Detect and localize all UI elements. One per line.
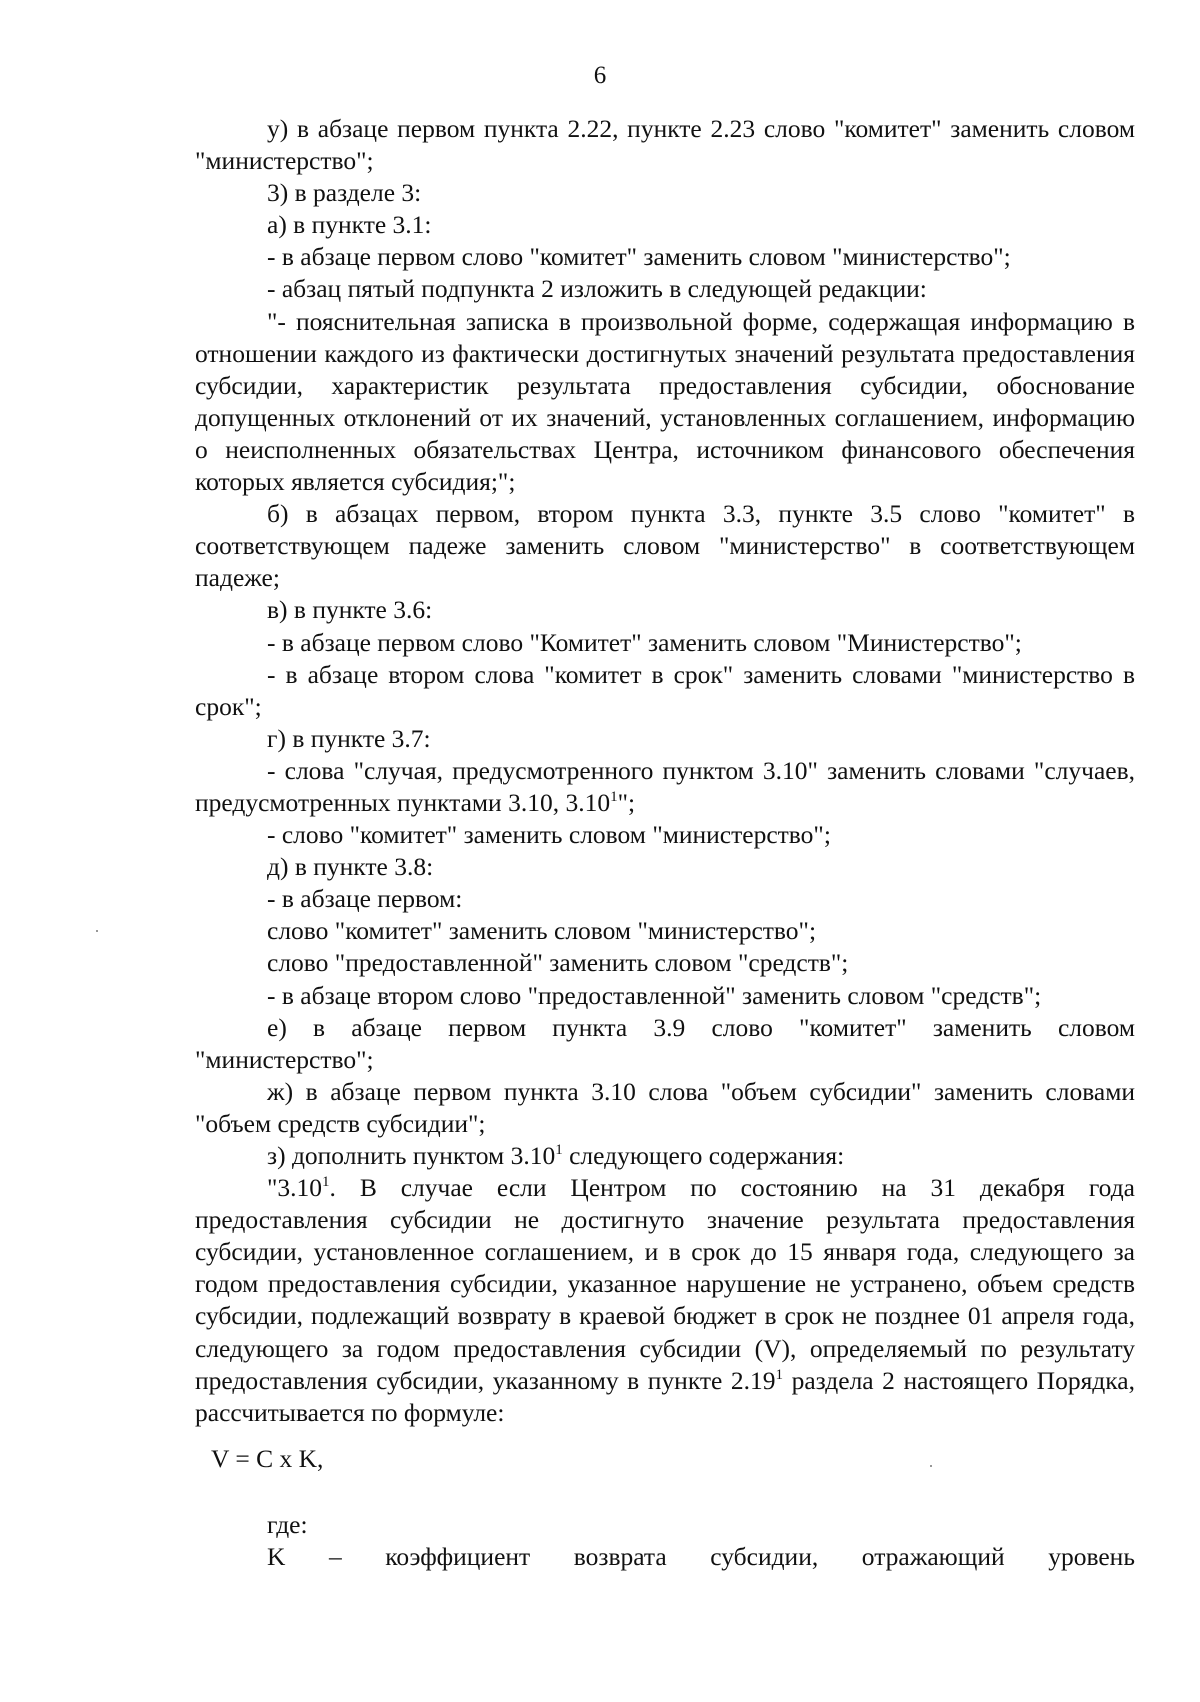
paragraph-g: г) в пункте 3.7: bbox=[267, 723, 431, 753]
paragraph-e: е) в абзаце первом пункта 3.9 слово "комитет" заменить словом "министерство"; bbox=[195, 1012, 1135, 1074]
paragraph-v: в) в пункте 3.6: bbox=[267, 595, 433, 625]
k-word: отражающий bbox=[861, 1542, 1005, 1572]
paragraph-a-item-2: - абзац пятый подпункта 2 изложить в следующей редакции: bbox=[267, 274, 927, 304]
paragraph-g-item-1 bbox=[195, 755, 1135, 819]
paragraph-section-3: 3) в разделе 3: bbox=[267, 178, 422, 208]
text-run: . В случае если Центром по состоянию на 31 декабря года предоставления субсидии не достигнуто значение результата предоставления субсидии, установленное соглашением, и в срок до 15 января года, следующего за годом предоставления субсидии, указанное нарушение не устранено, объем средств субсидии, подлежащий возврату в краевой бюджет в срок не позднее 01 апреля года, следующего за годом предоставления субсидии (V), определяемый по результату предоставления субсидии, указанному в пункте 2.19 bbox=[195, 1173, 1135, 1395]
formula: V = C x K, bbox=[211, 1443, 324, 1473]
paragraph-explanatory-note: "- пояснительная записка в произвольной форме, содержащая информацию в отношении каждого из фактически достигнутых значений результата предоставления субсидии, характеристик результата предоставления субсидии, обоснование допущенных отклонений от их значений, установленных соглашением, информацию о неисполненных обязательствах Центра, источником финансового обеспечения которых является субсидия;"; bbox=[195, 306, 1135, 497]
superscript: 1 bbox=[775, 1366, 784, 1383]
k-word: возврата bbox=[573, 1542, 667, 1572]
paragraph-a-item-1: - в абзаце первом слово "комитет" заменить словом "министерство"; bbox=[267, 242, 1011, 272]
paragraph-g-item-2: - слово "комитет" заменить словом "министерство"; bbox=[267, 820, 831, 850]
paragraph-d: д) в пункте 3.8: bbox=[267, 852, 434, 882]
superscript: 1 bbox=[610, 788, 618, 805]
text-run: "; bbox=[617, 787, 636, 817]
page-number: 6 bbox=[593, 62, 607, 89]
paragraph-d-item-2: - в абзаце втором слово "предоставленной" заменить словом "средств"; bbox=[267, 980, 1042, 1010]
paragraph-v-item-1: - в абзаце первом слово "Комитет" заменить словом "Министерство"; bbox=[267, 627, 1022, 657]
scan-speck bbox=[96, 930, 98, 932]
text-run: - слова "случая, предусмотренного пунктом 3.10" заменить словами "случаев, предусмотренных пунктами 3.10, 3.10 bbox=[195, 755, 1135, 817]
paragraph-a: а) в пункте 3.1: bbox=[267, 210, 432, 240]
k-word: субсидии, bbox=[710, 1542, 819, 1572]
paragraph-d-item-1: - в абзаце первом: bbox=[267, 884, 463, 914]
text-run: з) дополнить пунктом 3.10 bbox=[267, 1141, 556, 1170]
text-run: "3.10 bbox=[267, 1173, 323, 1203]
superscript: 1 bbox=[322, 1174, 330, 1191]
coefficient-definition-line bbox=[195, 1541, 1135, 1573]
text-run: раздела 2 настоящего Порядка, рассчитывается по формуле: bbox=[195, 1365, 1135, 1427]
paragraph-zh: ж) в абзаце первом пункта 3.10 слова "объем субсидии" заменить словами "объем средств субсидии"; bbox=[195, 1076, 1135, 1138]
text-run: следующего содержания: bbox=[562, 1141, 845, 1170]
document-body bbox=[195, 113, 1135, 1573]
paragraph-d-item-1a: слово "комитет" заменить словом "министерство"; bbox=[267, 916, 817, 946]
paragraph-b: б) в абзацах первом, втором пункта 3.3, пункте 3.5 слово "комитет" в соответствующем падеже заменить словом "министерство" в соответствующем падеже; bbox=[195, 499, 1135, 593]
paragraph-u: у) в абзаце первом пункта 2.22, пункте 2.23 слово "комитет" заменить словом "министерство"; bbox=[195, 114, 1135, 176]
k-word: K bbox=[267, 1542, 286, 1572]
k-word: – bbox=[328, 1542, 342, 1572]
paragraph-z bbox=[195, 1140, 1135, 1172]
paragraph-v-item-2: - в абзаце втором слова "комитет в срок" заменить словами "министерство в срок"; bbox=[195, 659, 1135, 721]
k-word: коэффициент bbox=[385, 1542, 531, 1572]
where-label: где: bbox=[267, 1509, 308, 1539]
paragraph-d-item-1b: слово "предоставленной" заменить словом "средств"; bbox=[267, 948, 849, 978]
superscript: 1 bbox=[555, 1142, 563, 1158]
k-word: уровень bbox=[1048, 1542, 1135, 1572]
scan-speck bbox=[930, 1465, 932, 1467]
paragraph-3-10-1 bbox=[195, 1172, 1135, 1429]
